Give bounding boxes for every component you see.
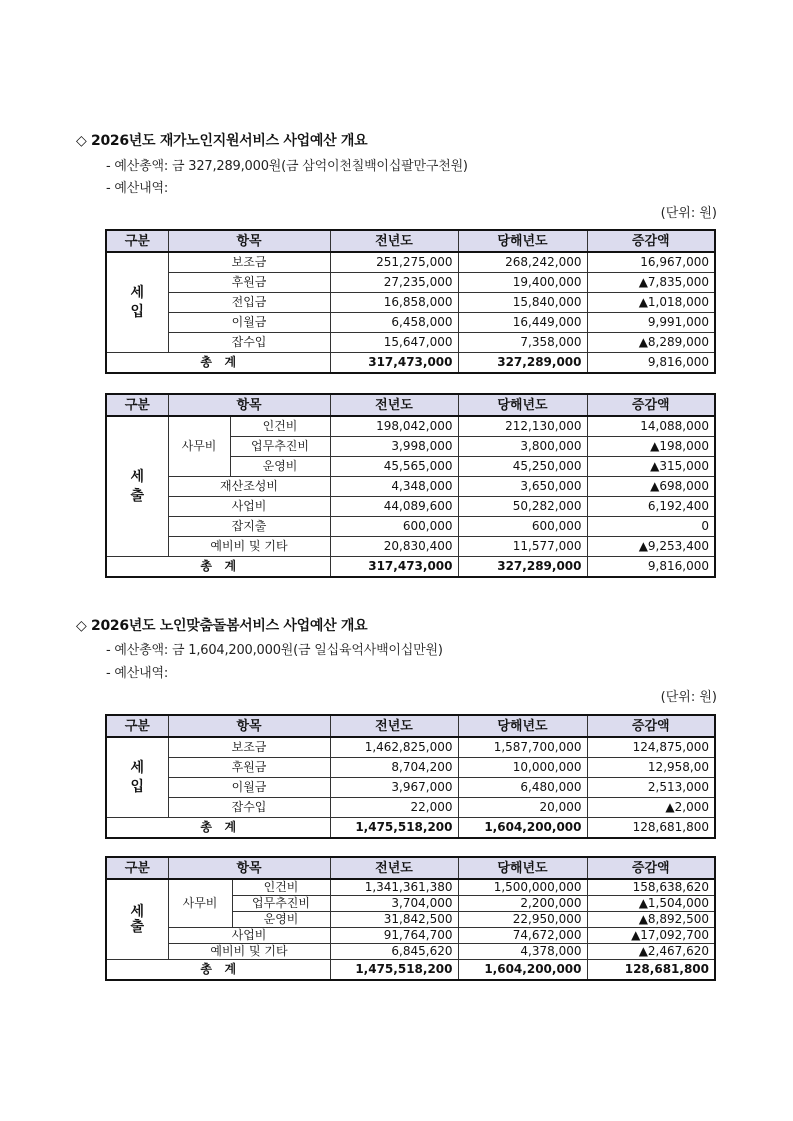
total-curr: 1,604,200,000 [458, 818, 587, 839]
item-cell: 운영비 [230, 457, 330, 477]
prev-cell: 91,764,700 [330, 928, 458, 944]
total-diff: 128,681,800 [587, 960, 715, 981]
total-label: 총 계 [106, 353, 330, 374]
table-row [106, 313, 715, 333]
total-curr: 327,289,000 [458, 557, 587, 578]
diff-cell: ▲2,000 [587, 798, 715, 818]
header-category: 구분 [106, 394, 168, 416]
total-row [106, 818, 715, 839]
total-diff: 9,816,000 [587, 353, 715, 374]
section-1-detail-line: - 예산내역: [106, 181, 169, 196]
item-cell: 잡수입 [168, 333, 330, 353]
total-row [106, 557, 715, 578]
diff-cell: ▲198,000 [587, 437, 715, 457]
prev-cell: 600,000 [330, 517, 458, 537]
header-row [106, 230, 715, 252]
total-row [106, 353, 715, 374]
group-cell: 사무비 [168, 416, 230, 477]
prev-cell: 20,830,400 [330, 537, 458, 557]
table-row [106, 517, 715, 537]
diff-cell: ▲2,467,620 [587, 944, 715, 960]
header-diff: 증감액 [587, 715, 715, 737]
header-row [106, 857, 715, 879]
header-prev: 전년도 [330, 857, 458, 879]
curr-cell: 74,672,000 [458, 928, 587, 944]
header-category: 구분 [106, 857, 168, 879]
curr-cell: 50,282,000 [458, 497, 587, 517]
total-label: 총 계 [106, 557, 330, 578]
expense-table-2 [105, 856, 716, 981]
curr-cell: 268,242,000 [458, 252, 587, 273]
curr-cell: 16,449,000 [458, 313, 587, 333]
curr-cell: 4,378,000 [458, 944, 587, 960]
section-1-total-line: - 예산총액: 금 327,289,000원(금 삼억이천칠백이십팔만구천원) [106, 159, 468, 174]
prev-cell: 8,704,200 [330, 758, 458, 778]
total-prev: 317,473,000 [330, 557, 458, 578]
total-curr: 1,604,200,000 [458, 960, 587, 981]
total-diff: 9,816,000 [587, 557, 715, 578]
prev-cell: 45,565,000 [330, 457, 458, 477]
diff-cell: ▲8,289,000 [587, 333, 715, 353]
prev-cell: 44,089,600 [330, 497, 458, 517]
table-row [106, 293, 715, 313]
curr-cell: 2,200,000 [458, 896, 587, 912]
table-row [106, 333, 715, 353]
header-row [106, 715, 715, 737]
curr-cell: 1,500,000,000 [458, 879, 587, 896]
diff-cell: ▲7,835,000 [587, 273, 715, 293]
diff-cell: ▲17,092,700 [587, 928, 715, 944]
table-row [106, 944, 715, 960]
item-cell: 업무추진비 [230, 437, 330, 457]
curr-cell: 22,950,000 [458, 912, 587, 928]
prev-cell: 1,341,361,380 [330, 879, 458, 896]
item-cell: 업무추진비 [232, 896, 330, 912]
item-cell: 이월금 [168, 778, 330, 798]
table-row [106, 798, 715, 818]
table-row [106, 737, 715, 758]
header-prev: 전년도 [330, 394, 458, 416]
item-cell: 운영비 [232, 912, 330, 928]
curr-cell: 600,000 [458, 517, 587, 537]
expense-table-1 [105, 393, 716, 578]
total-curr: 327,289,000 [458, 353, 587, 374]
curr-cell: 45,250,000 [458, 457, 587, 477]
section-2-unit: (단위: 원) [660, 690, 717, 705]
prev-cell: 6,845,620 [330, 944, 458, 960]
item-cell: 잡지출 [168, 517, 330, 537]
total-diff: 128,681,800 [587, 818, 715, 839]
total-label: 총 계 [106, 960, 330, 981]
curr-cell: 3,650,000 [458, 477, 587, 497]
prev-cell: 251,275,000 [330, 252, 458, 273]
curr-cell: 10,000,000 [458, 758, 587, 778]
item-cell: 인건비 [232, 879, 330, 896]
diff-cell: 12,958,00 [587, 758, 715, 778]
diff-cell: 124,875,000 [587, 737, 715, 758]
item-cell: 보조금 [168, 737, 330, 758]
table-row [106, 537, 715, 557]
header-diff: 증감액 [587, 230, 715, 252]
revenue-table-1 [105, 229, 716, 374]
table-row [106, 758, 715, 778]
section-2-title: ◇ 2026년도 노인맞춤돌봄서비스 사업예산 개요 [76, 618, 368, 634]
prev-cell: 16,858,000 [330, 293, 458, 313]
category-cell: 세 출 [106, 416, 168, 557]
section-2-total-line: - 예산총액: 금 1,604,200,000원(금 일십육억사백이십만원) [106, 643, 443, 658]
item-cell: 사업비 [168, 497, 330, 517]
header-category: 구분 [106, 715, 168, 737]
header-diff: 증감액 [587, 394, 715, 416]
section-2-detail-line: - 예산내역: [106, 666, 169, 681]
prev-cell: 22,000 [330, 798, 458, 818]
diff-cell: ▲1,504,000 [587, 896, 715, 912]
item-cell: 사업비 [168, 928, 330, 944]
item-cell: 전입금 [168, 293, 330, 313]
table-row [106, 879, 715, 896]
header-row [106, 394, 715, 416]
curr-cell: 7,358,000 [458, 333, 587, 353]
item-cell: 보조금 [168, 252, 330, 273]
header-curr: 당해년도 [458, 394, 587, 416]
header-curr: 당해년도 [458, 715, 587, 737]
diff-cell: 6,192,400 [587, 497, 715, 517]
table-row [106, 416, 715, 437]
header-category: 구분 [106, 230, 168, 252]
group-cell: 사무비 [168, 879, 232, 928]
section-1-title: ◇ 2026년도 재가노인지원서비스 사업예산 개요 [76, 133, 368, 149]
table-row [106, 252, 715, 273]
section-1-unit: (단위: 원) [660, 206, 717, 221]
header-diff: 증감액 [587, 857, 715, 879]
header-item: 항목 [168, 394, 330, 416]
category-cell: 세 입 [106, 252, 168, 353]
total-row [106, 960, 715, 981]
item-cell: 인건비 [230, 416, 330, 437]
total-prev: 317,473,000 [330, 353, 458, 374]
curr-cell: 3,800,000 [458, 437, 587, 457]
table-row [106, 273, 715, 293]
diff-cell: 16,967,000 [587, 252, 715, 273]
header-curr: 당해년도 [458, 857, 587, 879]
curr-cell: 20,000 [458, 798, 587, 818]
total-prev: 1,475,518,200 [330, 960, 458, 981]
item-cell: 후원금 [168, 273, 330, 293]
diff-cell: ▲698,000 [587, 477, 715, 497]
revenue-table-2 [105, 714, 716, 839]
prev-cell: 31,842,500 [330, 912, 458, 928]
category-cell: 세 입 [106, 737, 168, 818]
curr-cell: 1,587,700,000 [458, 737, 587, 758]
item-cell: 예비비 및 기타 [168, 944, 330, 960]
diff-cell: ▲8,892,500 [587, 912, 715, 928]
curr-cell: 212,130,000 [458, 416, 587, 437]
curr-cell: 15,840,000 [458, 293, 587, 313]
prev-cell: 27,235,000 [330, 273, 458, 293]
category-cell: 세 출 [106, 879, 168, 960]
header-item: 항목 [168, 230, 330, 252]
item-cell: 이월금 [168, 313, 330, 333]
prev-cell: 4,348,000 [330, 477, 458, 497]
table-row [106, 778, 715, 798]
diff-cell: 2,513,000 [587, 778, 715, 798]
header-item: 항목 [168, 857, 330, 879]
diff-cell: 158,638,620 [587, 879, 715, 896]
prev-cell: 3,704,000 [330, 896, 458, 912]
prev-cell: 3,967,000 [330, 778, 458, 798]
header-prev: 전년도 [330, 715, 458, 737]
diff-cell: ▲1,018,000 [587, 293, 715, 313]
total-prev: 1,475,518,200 [330, 818, 458, 839]
prev-cell: 6,458,000 [330, 313, 458, 333]
header-item: 항목 [168, 715, 330, 737]
total-label: 총 계 [106, 818, 330, 839]
item-cell: 잡수입 [168, 798, 330, 818]
table-row [106, 477, 715, 497]
curr-cell: 19,400,000 [458, 273, 587, 293]
header-prev: 전년도 [330, 230, 458, 252]
header-curr: 당해년도 [458, 230, 587, 252]
item-cell: 재산조성비 [168, 477, 330, 497]
diff-cell: 14,088,000 [587, 416, 715, 437]
item-cell: 예비비 및 기타 [168, 537, 330, 557]
diff-cell: ▲315,000 [587, 457, 715, 477]
table-row [106, 497, 715, 517]
item-cell: 후원금 [168, 758, 330, 778]
curr-cell: 11,577,000 [458, 537, 587, 557]
prev-cell: 198,042,000 [330, 416, 458, 437]
diff-cell: 0 [587, 517, 715, 537]
curr-cell: 6,480,000 [458, 778, 587, 798]
table-row [106, 928, 715, 944]
diff-cell: 9,991,000 [587, 313, 715, 333]
diff-cell: ▲9,253,400 [587, 537, 715, 557]
prev-cell: 15,647,000 [330, 333, 458, 353]
prev-cell: 3,998,000 [330, 437, 458, 457]
prev-cell: 1,462,825,000 [330, 737, 458, 758]
